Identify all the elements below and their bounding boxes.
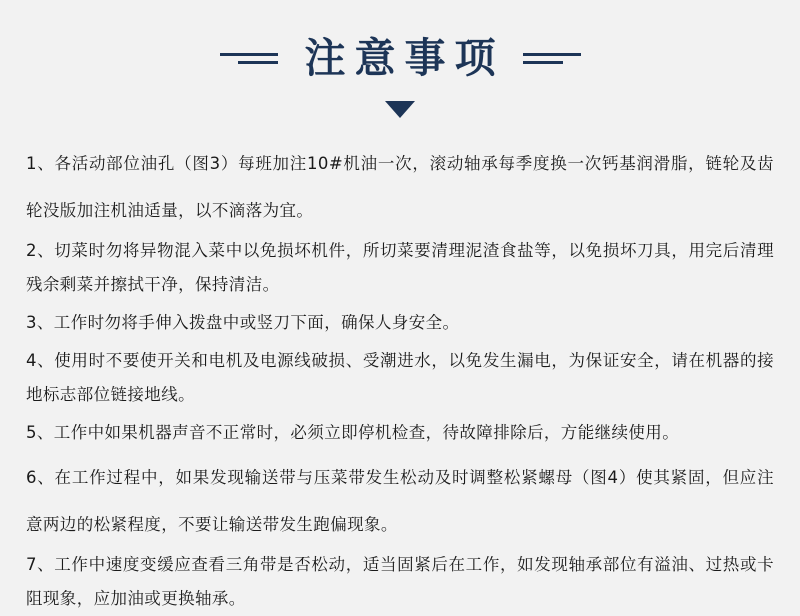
triangle-down-icon [385, 101, 415, 118]
notice-item: 7、工作中速度变缓应查看三角带是否松动，适当固紧后在工作，如发现轴承部位有溢油、过热或卡阻现象，应加油或更换轴承。 [26, 555, 774, 608]
arrow-container [0, 101, 800, 118]
notice-item: 1、各活动部位油孔（图3）每班加注10#机油一次，滚动轴承每季度换一次钙基润滑脂，链轮及齿轮没版加注机油适量，以不滴落为宜。 [26, 154, 774, 220]
notice-item: 5、工作中如果机器声音不正常时，必须立即停机检查，待故障排除后，方能继续使用。 [26, 423, 680, 442]
notice-list [26, 140, 774, 616]
notice-item: 3、工作时勿将手伸入拨盘中或竖刀下面，确保人身安全。 [26, 313, 460, 332]
notice-item: 2、切菜时勿将异物混入菜中以免损坏机件，所切菜要清理泥渣食盐等，以免损坏刀具，用完后清理残余剩菜并擦拭干净，保持清洁。 [26, 241, 774, 294]
left-divider-icon [220, 53, 278, 64]
notice-item: 4、使用时不要使开关和电机及电源线破损、受潮进水，以免发生漏电，为保证安全，请在机器的接地标志部位链接地线。 [26, 351, 774, 404]
right-divider-icon [523, 53, 581, 64]
page-header [0, 0, 800, 82]
page-title: 注意事项 [304, 34, 505, 82]
notice-item: 6、在工作过程中，如果发现输送带与压菜带发生松动及时调整松紧螺母（图4）使其紧固，但应注意两边的松紧程度，不要让输送带发生跑偏现象。 [26, 468, 774, 534]
